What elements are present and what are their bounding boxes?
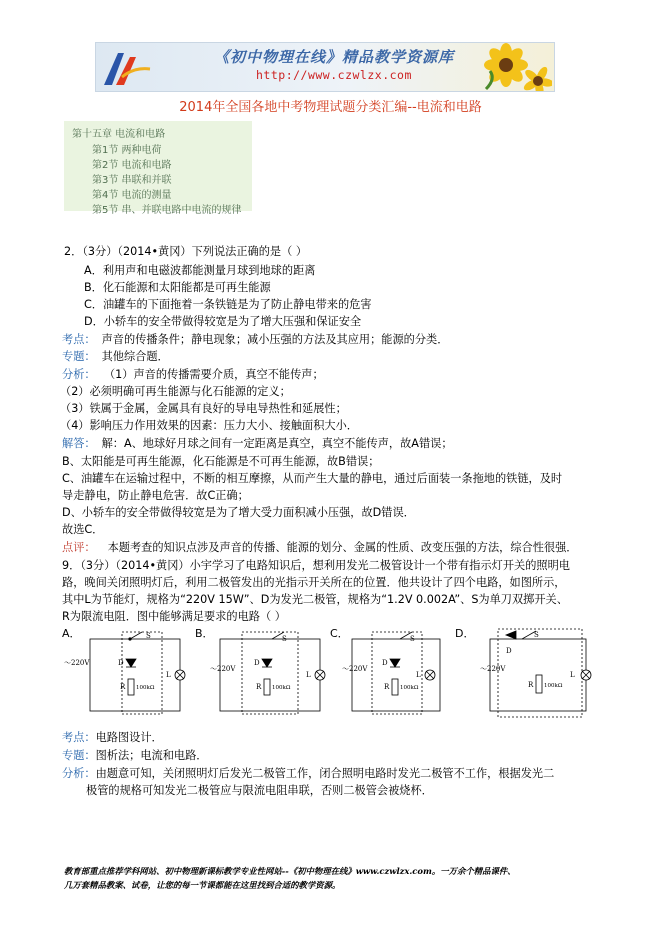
circuit-d-voltage: ～220V: [480, 665, 506, 673]
circuit-d-diode: D: [506, 647, 512, 655]
q9-kaodian: [62, 730, 163, 745]
q2-fenxi-line: （4）影响压力作用效果的因素：压力大小、接触面积大小．: [60, 419, 358, 432]
q2-kaodian: [62, 332, 448, 347]
circuit-c-resistor: R: [384, 683, 390, 691]
q2-kaodian-text: 声音的传播条件；静电现象；减小压强的方法及其应用；能源的分类．: [101, 333, 449, 346]
q2-dianping-text: 本题考查的知识点涉及声音的传播、能源的划分、金属的性质、改变压强的方法，综合性很强．: [107, 541, 578, 554]
q2-option-d: D．小轿车的安全带做得较宽是为了增大压强和保证安全: [84, 315, 362, 328]
q2-stem: 2．（3分）（2014•黄冈）下列说法正确的是（ ）: [64, 245, 308, 258]
q2-fenxi: [62, 367, 324, 382]
sunflower-image: [476, 43, 552, 91]
q9-zhuanti-label: 专题：: [62, 749, 96, 762]
footer-line: 几万套精品教案、试卷，让您的每一节课都能在这里找到合适的教学资源。: [64, 880, 341, 890]
circuit-b-resistor: R: [256, 683, 262, 691]
circuit-option-b-label: B．: [195, 627, 214, 640]
q2-jieda-line: D、小轿车的安全带做得较宽是为了增大受力面积减小压强，故D错误．: [62, 506, 415, 519]
circuit-option-a-label: A．: [62, 627, 81, 640]
q2-fenxi-line: （3）铁属于金属，金属具有良好的导电导热性和延展性；: [60, 402, 347, 415]
circuit-c-diode: D: [382, 659, 388, 667]
toc-section: 第3节 串联和并联: [92, 175, 172, 186]
q2-kaodian-label: 考点：: [62, 333, 96, 346]
circuit-d-switch: S: [534, 631, 539, 639]
circuit-a-resistor: R: [120, 683, 126, 691]
toc-section: 第1节 两种电荷: [92, 145, 162, 156]
q2-option-b: B．化石能源和太阳能都是可再生能源: [84, 281, 271, 294]
site-logo-icon: [100, 47, 154, 87]
q2-option-c: C．油罐车的下面拖着一条铁链是为了防止静电带来的危害: [84, 298, 372, 311]
banner-title: 《初中物理在线》精品教学资源库: [214, 48, 455, 66]
q9-zhuanti-text: 图析法；电流和电路．: [95, 749, 208, 762]
q2-jieda-label: 解答：: [62, 437, 96, 450]
q2-option-a: A．利用声和电磁波都能测量月球到地球的距离: [84, 264, 316, 277]
circuit-a-resistance: 100kΩ: [136, 685, 155, 691]
q2-dianping-label: 点评：: [62, 541, 96, 554]
circuit-option-d-label: D．: [455, 627, 475, 640]
circuit-b-diode: D: [254, 659, 260, 667]
circuit-c-switch: S: [410, 635, 415, 643]
q9-fenxi-label: 分析：: [62, 767, 96, 780]
circuit-b-lamp: L: [306, 671, 311, 679]
circuit-a-switch: S: [146, 632, 151, 640]
circuit-b-switch: S: [282, 635, 287, 643]
toc-section: 第5节 串、并联电路中电流的规律: [92, 205, 242, 216]
table-of-contents: [64, 121, 252, 216]
q2-fenxi-line: （2）必须明确可再生能源与化石能源的定义；: [60, 385, 291, 398]
circuit-d-resistance: 100kΩ: [544, 683, 563, 689]
circuit-diagrams: [60, 627, 600, 719]
q9-kaodian-text: 电路图设计．: [95, 731, 163, 744]
toc-chapter: 第十五章 电流和电路: [72, 129, 166, 140]
banner-url[interactable]: http://www.czwlzx.com: [256, 68, 412, 82]
circuit-a-lamp: L: [166, 671, 171, 679]
toc-section: 第4节 电流的测量: [92, 190, 172, 201]
footer-line: 教育部重点推荐学科网站、初中物理新课标教学专业性网站--《初中物理在线》www.czwlzx.com。一万余个精品课件、: [64, 866, 516, 876]
q9-fenxi-line: 由题意可知，关闭照明灯后发光二极管工作，闭合照明电路时发光二极管不工作，根据发光二: [95, 767, 555, 780]
circuit-c-voltage: ～220V: [342, 665, 368, 673]
q9-kaodian-label: 考点：: [62, 731, 96, 744]
circuit-d-lamp: L: [570, 671, 575, 679]
circuit-c-resistance: 100kΩ: [400, 685, 419, 691]
q2-jieda-line: 解：A、地球好月球之间有一定距离是真空，真空不能传声，故A错误；: [101, 437, 453, 450]
q2-zhuanti-label: 专题：: [62, 350, 96, 363]
q2-zhuanti: [62, 349, 169, 364]
circuit-a: [90, 632, 185, 714]
toc-section: 第2节 电流和电路: [92, 160, 172, 171]
q2-jieda-line: C、油罐车在运输过程中，不断的相互摩擦，从而产生大量的静电，通过后面装一条拖地的铁链，及时: [62, 472, 563, 485]
circuit-a-diode: D: [118, 659, 124, 667]
q2-dianping: [62, 540, 577, 555]
header-banner: [95, 42, 555, 92]
circuit-c: [352, 632, 440, 714]
q2-zhuanti-text: 其他综合题．: [101, 350, 169, 363]
circuit-c-lamp: L: [416, 671, 421, 679]
q2-jieda: [62, 436, 453, 451]
q9-stem-line: 路，晚间关闭照明灯后，利用二极管发出的光指示开关所在的位置．他共设计了四个电路，如图所示，: [62, 576, 566, 589]
q9-stem-line: 其中L为节能灯，规格为“220V 15W”、D为发光二极管，规格为“1.2V 0.002A”、S为单刀双掷开关、: [62, 593, 568, 606]
q2-jieda-line: B、太阳能是可再生能源，化石能源是不可再生能源，故B错误；: [62, 455, 380, 468]
q2-jieda-line: 导走静电，防止静电危害．故C正确；: [62, 489, 249, 502]
circuit-b-resistance: 100kΩ: [272, 685, 291, 691]
q2-fenxi-label: 分析：: [62, 368, 96, 381]
circuit-a-voltage: ～220V: [64, 659, 90, 667]
circuit-d-resistor: R: [528, 681, 534, 689]
document-title: 2014年全国各地中考物理试题分类汇编--电流和电路: [179, 100, 482, 115]
q9-fenxi: [62, 766, 554, 781]
q9-stem-line: 9．（3分）（2014•黄冈）小宇学习了电路知识后，想利用发光二极管设计一个带有指示灯开关的照明电: [62, 559, 570, 572]
circuit-b-voltage: ～220V: [210, 665, 236, 673]
q9-zhuanti: [62, 748, 207, 763]
circuit-option-c-label: C．: [330, 627, 349, 640]
q9-fenxi-line: 极管的规格可知发光二极管应与限流电阻串联，否则二极管会被烧杯．: [86, 784, 433, 797]
q2-fenxi-line: （1）声音的传播需要介质，真空不能传声；: [109, 368, 324, 381]
q2-jieda-line: 故选C．: [62, 523, 104, 536]
q9-stem-line: R为限流电阻．图中能够满足要求的电路（ ）: [62, 610, 286, 623]
circuit-d: [490, 629, 591, 717]
